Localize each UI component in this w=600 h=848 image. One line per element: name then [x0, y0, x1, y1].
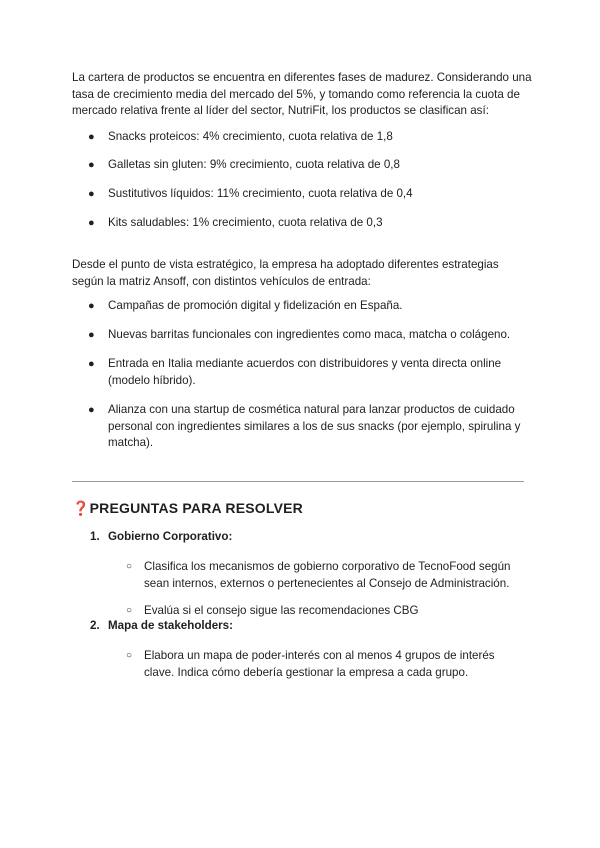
list-item	[72, 356, 532, 389]
question-number: 1.	[90, 530, 100, 543]
question-title: Gobierno Corporativo:	[108, 530, 233, 543]
bullet-icon: ●	[88, 131, 95, 143]
sub-list-item-text: Elabora un mapa de poder-interés con al menos 4 grupos de interés clave. Indica cómo debería gestionar la empresa a cada grupo.	[144, 649, 495, 679]
bullet-icon: ●	[88, 217, 95, 229]
list-item	[72, 402, 532, 452]
list-item-text: Snacks proteicos: 4% crecimiento, cuota relativa de 1,8	[108, 130, 393, 143]
sub-list-item-text: Clasifica los mecanismos de gobierno corporativo de TecnoFood según sean internos, externos o pertenecientes al Consejo de Administración.	[144, 560, 511, 590]
list-item	[72, 215, 532, 232]
bullet-icon: ●	[88, 188, 95, 200]
intro-paragraph: La cartera de productos se encuentra en diferentes fases de madurez. Considerando una tasa de crecimiento media del mercado del 5%, y tomando como referencia la cuota de mercado relativa frente al líder del sector, NutriFit, los productos se clasifican así:	[72, 71, 532, 117]
bullet-icon: ●	[88, 404, 95, 416]
list-item-text: Nuevas barritas funcionales con ingredientes como maca, matcha o colágeno.	[108, 328, 511, 341]
question-number: 2.	[90, 619, 100, 632]
list-item-text: Sustitutivos líquidos: 11% crecimiento, cuota relativa de 0,4	[108, 187, 413, 200]
questions-heading-text: PREGUNTAS PARA RESOLVER	[89, 500, 303, 516]
bullet-icon: ●	[88, 159, 95, 171]
sub-list-item-text: Evalúa si el consejo sigue las recomendaciones CBG	[144, 604, 419, 617]
questions-heading	[72, 500, 303, 517]
list-item	[72, 129, 532, 146]
list-item-text: Galletas sin gluten: 9% crecimiento, cuota relativa de 0,8	[108, 158, 400, 171]
bullet-icon: ●	[88, 358, 95, 370]
sub-list-item	[126, 559, 526, 592]
list-item-text: Entrada en Italia mediante acuerdos con distribuidores y venta directa online (modelo híbrido).	[108, 357, 502, 387]
bullet-icon: ●	[88, 329, 95, 341]
list-item	[72, 157, 532, 174]
list-item	[72, 186, 532, 203]
question-mark-icon: ❓	[72, 500, 90, 516]
list-item	[72, 298, 532, 315]
hollow-bullet-icon: ○	[126, 650, 133, 661]
strategy-paragraph: Desde el punto de vista estratégico, la empresa ha adoptado diferentes estrategias según la matriz Ansoff, con distintos vehículos de entrada:	[72, 258, 499, 288]
sub-list-item	[126, 648, 526, 681]
list-item-text: Campañas de promoción digital y fidelización en España.	[108, 299, 403, 312]
horizontal-divider	[72, 481, 524, 482]
hollow-bullet-icon: ○	[126, 605, 133, 616]
list-item	[72, 327, 532, 344]
bullet-icon: ●	[88, 300, 95, 312]
question-title: Mapa de stakeholders:	[108, 619, 233, 632]
list-item-text: Kits saludables: 1% crecimiento, cuota relativa de 0,3	[108, 216, 383, 229]
hollow-bullet-icon: ○	[126, 561, 133, 572]
sub-list-item	[126, 603, 526, 620]
list-item-text: Alianza con una startup de cosmética natural para lanzar productos de cuidado personal con ingredientes similares a los de sus snacks (por ejemplo, spirulina y matcha).	[108, 403, 521, 449]
